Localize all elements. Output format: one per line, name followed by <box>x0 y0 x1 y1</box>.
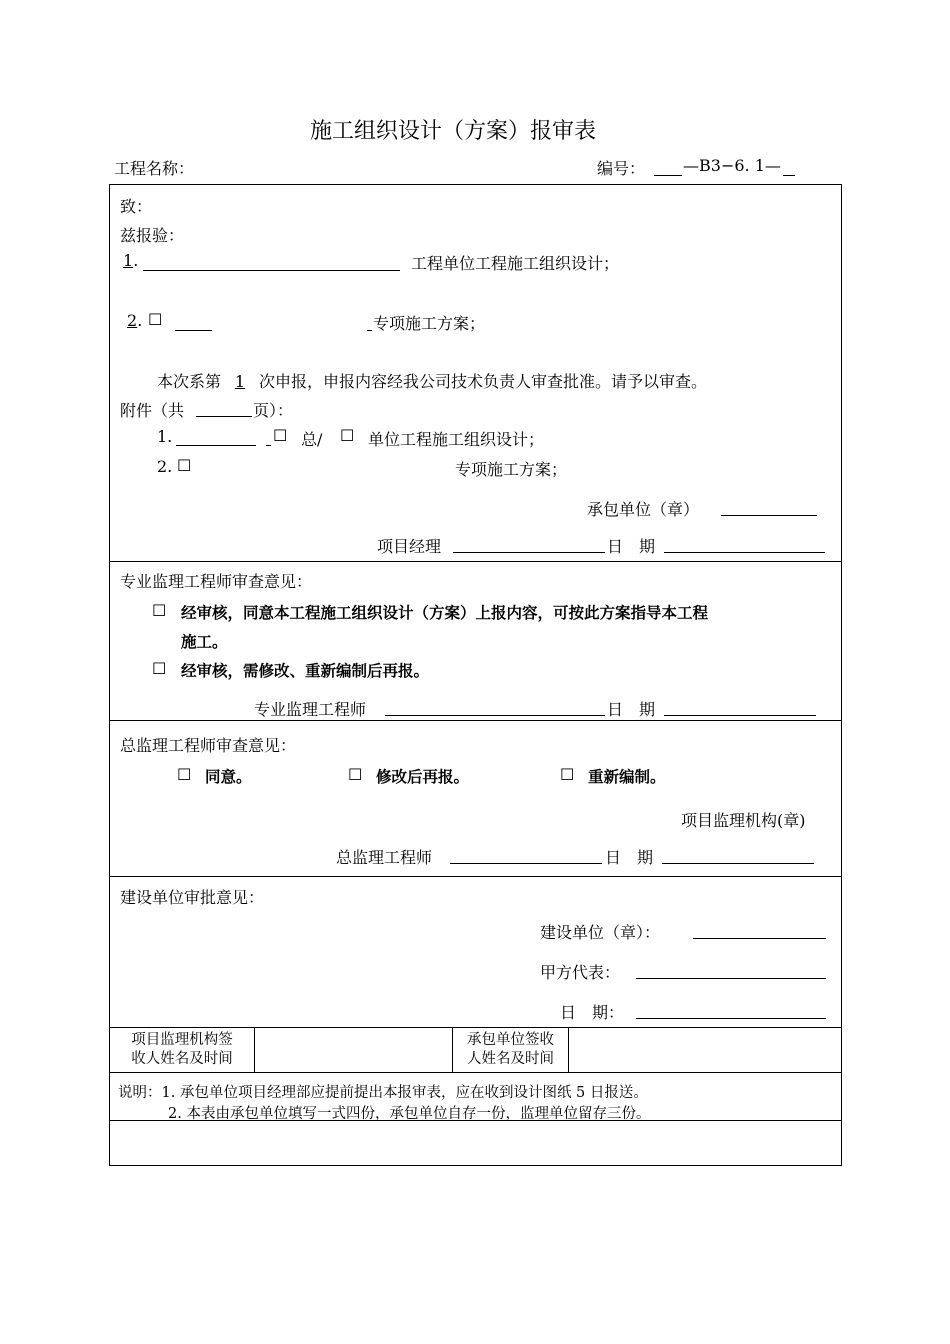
item2-number: 2. <box>127 311 143 330</box>
serial-prefix-blank[interactable] <box>654 175 682 176</box>
chief-engineer-label: 总监理工程师 <box>336 848 433 867</box>
approve-checkbox[interactable]: ☐ <box>152 601 167 620</box>
contractor-blank[interactable] <box>721 515 817 516</box>
pm-label: 项目经理 <box>377 537 442 556</box>
page-title: 施工组织设计（方案）报审表 <box>310 119 597 144</box>
supervision-org-label: 项目监理机构(章) <box>681 811 806 830</box>
att2-text: 专项施工方案； <box>455 460 568 479</box>
revise-resubmit-checkbox[interactable]: ☐ <box>348 765 363 784</box>
approve-option-line1: 经审核，同意本工程施工组织设计（方案）上报内容，可按此方案指导本工程 <box>181 604 709 622</box>
to-label: 致： <box>120 197 153 216</box>
owner-review-heading: 建设单位审批意见： <box>120 888 265 907</box>
attach-pages-blank[interactable] <box>196 416 252 417</box>
item2-blank-tail <box>367 330 372 331</box>
engineer-review-heading: 专业监理工程师审查意见： <box>120 572 313 591</box>
owner-unit-blank[interactable] <box>693 938 826 939</box>
agree-checkbox[interactable]: ☐ <box>177 765 192 784</box>
engineer-blank[interactable] <box>385 715 605 716</box>
att1-blank-tail <box>266 445 271 446</box>
divider-1 <box>109 561 842 562</box>
item2-checkbox[interactable]: ☐ <box>148 310 163 329</box>
supervision-receipt-cell[interactable] <box>255 1028 452 1072</box>
chief-review-heading: 总监理工程师审查意见： <box>120 736 297 755</box>
att1-total-checkbox[interactable]: ☐ <box>273 426 288 445</box>
contractor-receipt-label: 承包单位签收 人姓名及时间 <box>467 1032 554 1067</box>
item1-number: 1. <box>123 251 139 270</box>
att1-text: 单位工程施工组织设计； <box>368 430 545 449</box>
contractor-receipt-cell[interactable] <box>569 1028 840 1072</box>
pm-date-label: 日 期 <box>607 537 656 556</box>
attach-post: 页）： <box>253 401 294 420</box>
chief-date-label: 日 期 <box>605 848 654 867</box>
owner-date-blank[interactable] <box>636 1018 826 1019</box>
pm-date-blank[interactable] <box>664 552 825 553</box>
item2-blank[interactable] <box>175 330 212 331</box>
att2-number: 2. <box>157 457 173 476</box>
divider-3 <box>109 876 842 877</box>
serial-label: 编号： <box>597 159 646 178</box>
serial-code: —B3−6. 1— <box>683 156 781 175</box>
divider-2 <box>109 720 842 721</box>
engineer-label: 专业监理工程师 <box>254 700 367 719</box>
engineer-date-blank[interactable] <box>664 715 816 716</box>
notes-line1: 说明：1. 承包单位项目经理部应提前提出本报审表，应在收到设计图纸 5 日报送。 <box>118 1085 648 1101</box>
approve-option-line2: 施工。 <box>181 633 228 651</box>
chief-engineer-blank[interactable] <box>450 863 602 864</box>
owner-unit-label: 建设单位（章）： <box>540 923 661 942</box>
owner-date-label: 日 期： <box>560 1003 625 1022</box>
redo-checkbox[interactable]: ☐ <box>560 765 575 784</box>
pm-blank[interactable] <box>453 552 605 553</box>
att1-blank[interactable] <box>176 445 256 446</box>
serial-suffix-blank[interactable] <box>783 175 795 176</box>
agree-option: 同意。 <box>205 768 252 786</box>
notes-line2: 2. 本表由承包单位填写一式四份，承包单位自存一份，监理单位留存三份。 <box>168 1106 651 1122</box>
att1-total-label: 总/ <box>301 430 323 449</box>
item1-text: 工程单位工程施工组织设计； <box>411 254 620 273</box>
contractor-label: 承包单位（章） <box>587 500 700 519</box>
project-name-label: 工程名称： <box>114 159 195 178</box>
revise-resubmit-option: 修改后再报。 <box>376 768 470 786</box>
att1-number: 1. <box>157 427 173 446</box>
att2-checkbox[interactable]: ☐ <box>177 456 192 475</box>
attach-pre: 附件（共 <box>120 401 185 420</box>
owner-rep-blank[interactable] <box>636 978 826 979</box>
chief-date-blank[interactable] <box>662 863 814 864</box>
revise-option: 经审核，需修改、重新编制后再报。 <box>181 662 430 680</box>
submit-label: 兹报验： <box>120 226 185 245</box>
att1-unit-checkbox[interactable]: ☐ <box>340 426 355 445</box>
item2-text: 专项施工方案； <box>373 314 486 333</box>
submission-sentence: 本次系第 1 次申报，申报内容经我公司技术负责人审查批准。请予以审查。 <box>157 372 708 391</box>
owner-rep-label: 甲方代表： <box>540 963 621 982</box>
item1-blank[interactable] <box>143 270 400 271</box>
redo-option: 重新编制。 <box>588 768 666 786</box>
revise-checkbox[interactable]: ☐ <box>152 659 167 678</box>
submission-count: 1 <box>234 372 246 391</box>
divider-5 <box>109 1072 842 1073</box>
supervision-receipt-label: 项目监理机构签 收人姓名及时间 <box>131 1032 233 1067</box>
engineer-date-label: 日 期 <box>607 700 656 719</box>
